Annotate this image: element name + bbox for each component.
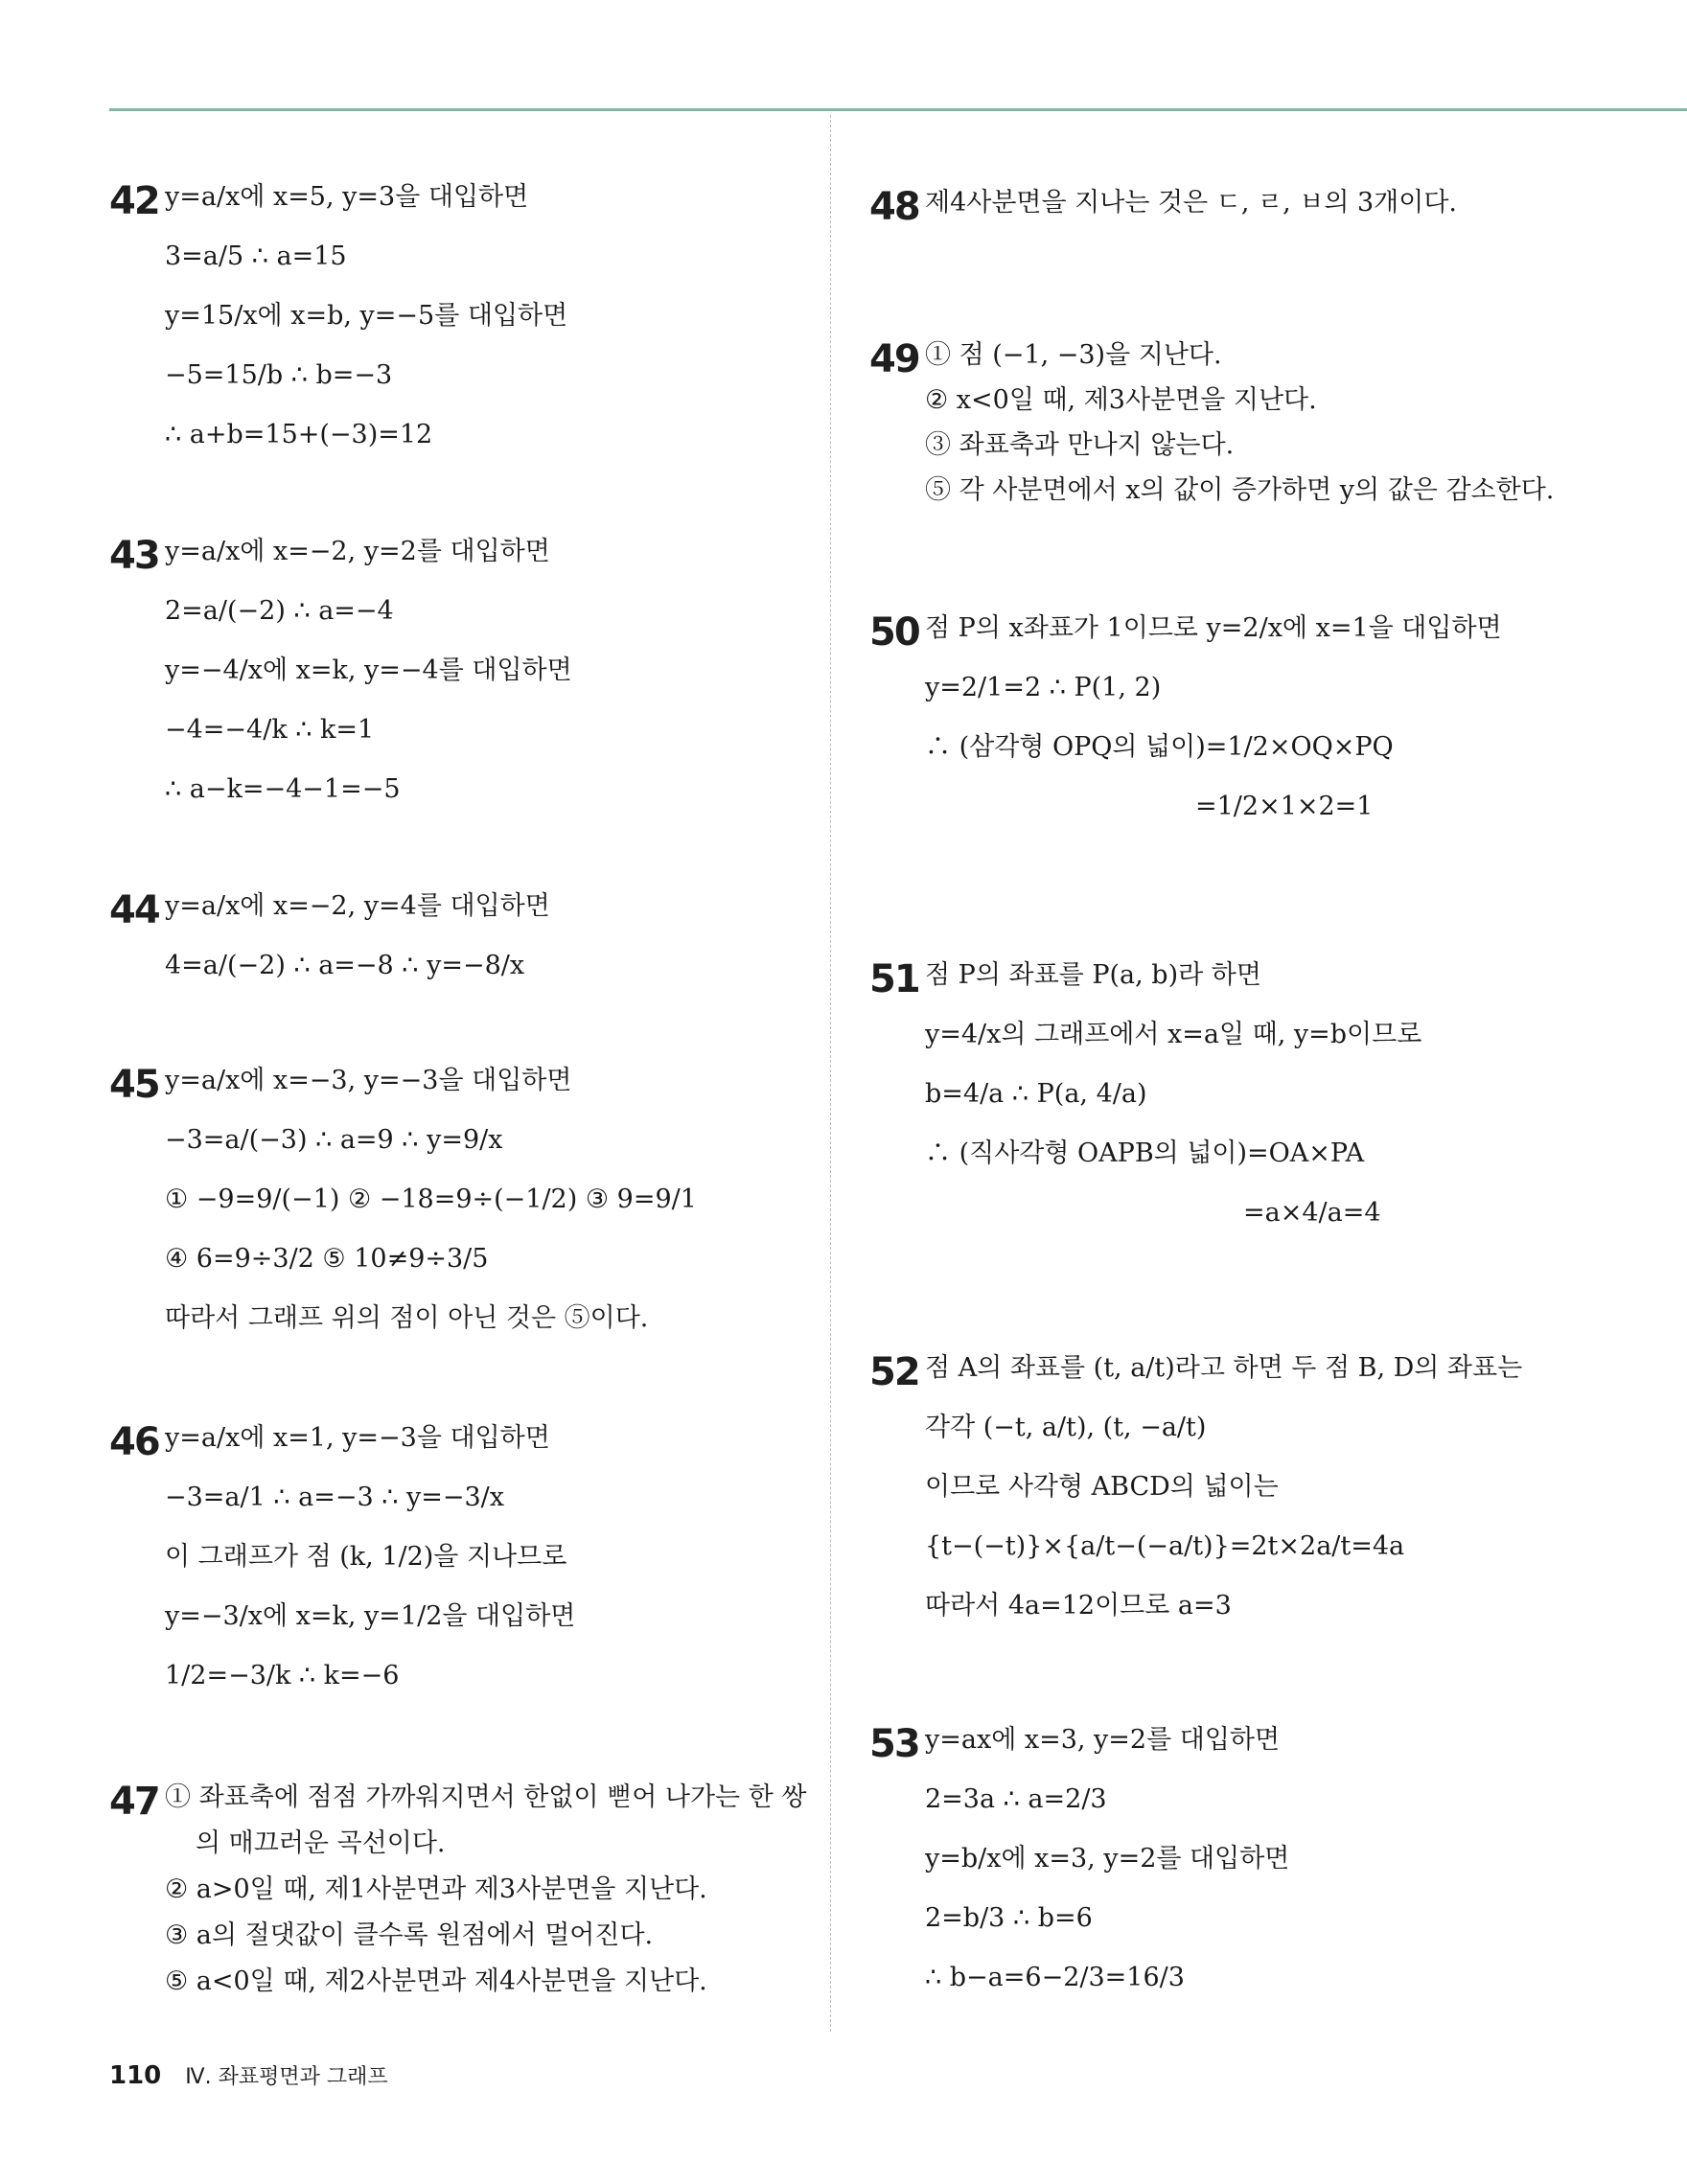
- solution-line: 1/2=−3/k ∴ k=−6: [165, 1661, 400, 1690]
- solution-line: 2=b/3 ∴ b=6: [925, 1903, 1093, 1933]
- solution-line: y=a/x에 x=−2, y=4를 대입하면: [165, 891, 550, 921]
- problem-number: 48: [869, 185, 919, 229]
- problem-number: 52: [869, 1350, 919, 1394]
- solution-line: =a×4/a=4: [1243, 1198, 1381, 1228]
- problem-number: 47: [109, 1780, 159, 1824]
- solution-line: ② a>0일 때, 제1사분면과 제3사분면을 지난다.: [165, 1874, 707, 1904]
- solution-line: −3=a/(−3) ∴ a=9 ∴ y=9/x: [165, 1125, 503, 1155]
- solution-line: =1/2×1×2=1: [1195, 792, 1374, 821]
- solution-line: 2=3a ∴ a=2/3: [925, 1784, 1107, 1814]
- solution-line: 제4사분면을 지나는 것은 ㄷ, ㄹ, ㅂ의 3개이다.: [925, 188, 1457, 218]
- solution-line: ∴ a+b=15+(−3)=12: [165, 420, 433, 449]
- solution-line: 점 P의 x좌표가 1이므로 y=2/x에 x=1을 대입하면: [925, 613, 1502, 643]
- solution-line: b=4/a ∴ P(a, 4/a): [925, 1079, 1147, 1109]
- solution-line: ③ 좌표축과 만나지 않는다.: [925, 430, 1235, 460]
- solution-line: y=a/x에 x=5, y=3을 대입하면: [165, 182, 529, 212]
- solution-line: −3=a/1 ∴ a=−3 ∴ y=−3/x: [165, 1483, 505, 1512]
- solution-line: ⑤ a<0일 때, 제2사분면과 제4사분면을 지난다.: [165, 1966, 707, 1996]
- solution-line: ③ a의 절댓값이 클수록 원점에서 멀어진다.: [165, 1920, 654, 1950]
- problem-number: 44: [109, 888, 159, 932]
- page-footer: [109, 2060, 388, 2090]
- solution-line: ∴ a−k=−4−1=−5: [165, 774, 401, 804]
- solution-line: 이 그래프가 점 (k, 1/2)을 지나므로: [165, 1542, 567, 1572]
- solution-line: y=a/x에 x=−3, y=−3을 대입하면: [165, 1066, 572, 1095]
- solution-line: ④ 6=9÷3/2 ⑤ 10≠9÷3/5: [165, 1244, 489, 1274]
- solution-line: ② x<0일 때, 제3사분면을 지난다.: [925, 385, 1317, 415]
- solution-line: y=a/x에 x=1, y=−3을 대입하면: [165, 1423, 550, 1453]
- problem-number: 42: [109, 179, 159, 223]
- solution-line: 따라서 4a=12이므로 a=3: [925, 1591, 1232, 1621]
- solution-line: 이므로 사각형 ABCD의 넓이는: [925, 1472, 1279, 1502]
- page-number: 110: [109, 2061, 162, 2090]
- solution-line: y=−4/x에 x=k, y=−4를 대입하면: [165, 655, 572, 685]
- column-divider: [830, 115, 831, 2032]
- solution-line: ∴ (직사각형 OAPB의 넓이)=OA×PA: [925, 1138, 1365, 1168]
- solution-line: 4=a/(−2) ∴ a=−8 ∴ y=−8/x: [165, 951, 525, 980]
- solution-line: 따라서 그래프 위의 점이 아닌 것은 ⑤이다.: [165, 1303, 649, 1333]
- solution-line: ⑤ 각 사분면에서 x의 값이 증가하면 y의 값은 감소한다.: [925, 475, 1555, 505]
- problem-number: 45: [109, 1063, 159, 1107]
- solution-line: y=ax에 x=3, y=2를 대입하면: [925, 1725, 1281, 1755]
- problem-number: 51: [869, 957, 919, 1001]
- problem-number: 46: [109, 1420, 159, 1464]
- solution-line: y=a/x에 x=−2, y=2를 대입하면: [165, 537, 550, 566]
- problem-number: 43: [109, 534, 159, 578]
- top-accent-rule: [109, 108, 1687, 111]
- solution-line: ∴ (삼각형 OPQ의 넓이)=1/2×OQ×PQ: [925, 732, 1394, 762]
- solution-line: 3=a/5 ∴ a=15: [165, 241, 347, 271]
- solution-line: y=−3/x에 x=k, y=1/2을 대입하면: [165, 1601, 576, 1631]
- solution-line: 점 P의 좌표를 P(a, b)라 하면: [925, 960, 1261, 990]
- solution-line: −5=15/b ∴ b=−3: [165, 360, 393, 390]
- solution-line: {t−(−t)}×{a/t−(−a/t)}=2t×2a/t=4a: [925, 1531, 1405, 1561]
- solution-line: y=2/1=2 ∴ P(1, 2): [925, 673, 1162, 702]
- solution-line: ① 좌표축에 점점 가까워지면서 한없이 뻗어 나가는 한 쌍: [165, 1782, 807, 1812]
- solution-line: ① 점 (−1, −3)을 지난다.: [925, 340, 1222, 370]
- solution-line: ∴ b−a=6−2/3=16/3: [925, 1963, 1185, 1992]
- solution-line: y=15/x에 x=b, y=−5를 대입하면: [165, 301, 568, 331]
- solution-line: 의 매끄러운 곡선이다.: [196, 1828, 446, 1858]
- problem-number: 49: [869, 337, 919, 381]
- problem-number: 50: [869, 610, 919, 655]
- problem-number: 53: [869, 1722, 919, 1766]
- solution-line: y=b/x에 x=3, y=2를 대입하면: [925, 1844, 1290, 1874]
- solution-line: −4=−4/k ∴ k=1: [165, 715, 375, 745]
- solution-line: 각각 (−t, a/t), (t, −a/t): [925, 1413, 1207, 1442]
- solution-line: y=4/x의 그래프에서 x=a일 때, y=b이므로: [925, 1020, 1422, 1049]
- solution-line: 2=a/(−2) ∴ a=−4: [165, 596, 394, 626]
- chapter-title: Ⅳ. 좌표평면과 그래프: [185, 2065, 388, 2089]
- solution-line: ① −9=9/(−1) ② −18=9÷(−1/2) ③ 9=9/1: [165, 1184, 697, 1214]
- solution-line: 점 A의 좌표를 (t, a/t)라고 하면 두 점 B, D의 좌표는: [925, 1353, 1523, 1383]
